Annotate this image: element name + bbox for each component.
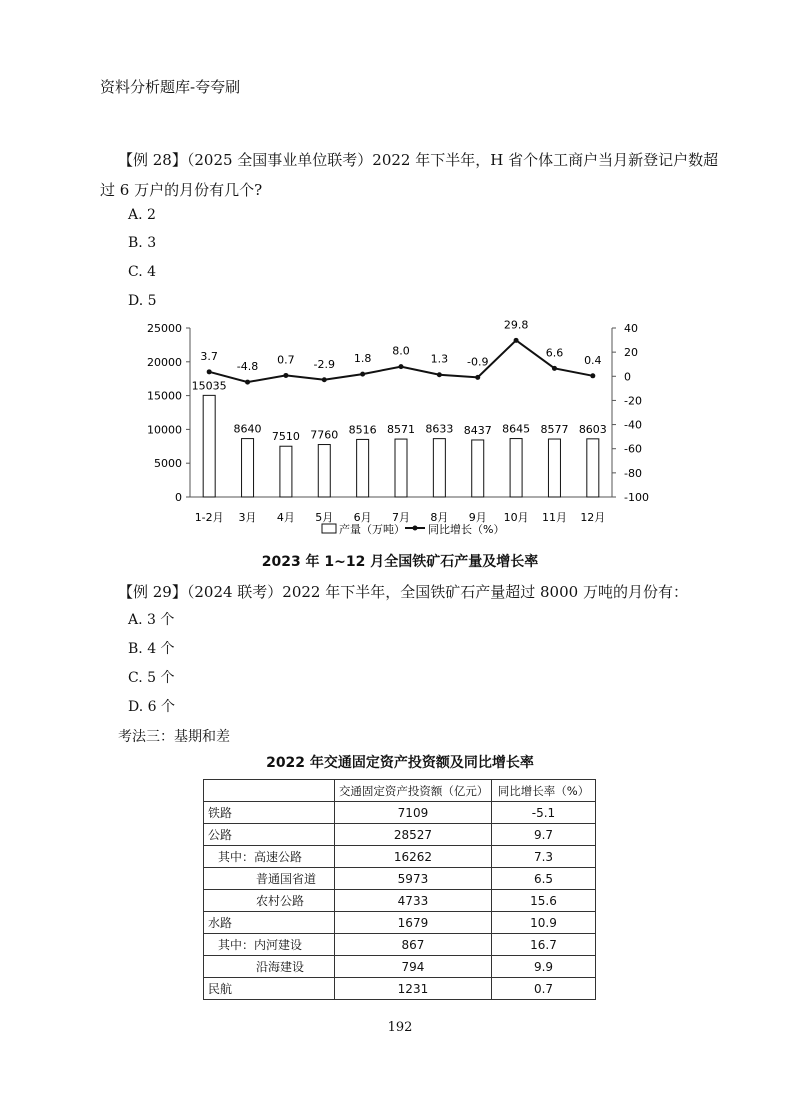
page-number: 192	[387, 1020, 413, 1035]
row-growth: -5.1	[491, 802, 595, 824]
x-tick-label: 1-2月	[194, 511, 224, 524]
chart-title: 2023 年 1~12 月全国铁矿石产量及增长率	[261, 554, 539, 570]
x-tick-label: 6月	[353, 511, 372, 524]
q29-option-c: C. 5 个	[128, 670, 175, 686]
q28-option-c: C. 4	[128, 264, 157, 280]
legend-line-label: 同比增长（%）	[428, 523, 505, 536]
row-investment: 4733	[334, 890, 491, 912]
table-row	[204, 912, 596, 934]
iron-ore-chart	[0, 315, 800, 545]
row-investment: 7109	[334, 802, 491, 824]
row-investment: 867	[334, 934, 491, 956]
growth-value-label: 29.8	[503, 318, 529, 332]
row-investment: 1231	[334, 978, 491, 1000]
growth-value-label: -2.9	[313, 357, 336, 371]
row-label: 铁路	[204, 802, 335, 824]
bar-value-label: 7510	[271, 430, 300, 444]
bar	[242, 439, 254, 497]
header-cell-category	[204, 780, 335, 802]
bar	[203, 395, 215, 497]
right-tick-label: -40	[624, 418, 642, 432]
section-label: 考法三：基期和差	[118, 729, 230, 745]
left-tick-label: 20000	[147, 355, 182, 369]
question-29-stem: 【例 29】（2024 联考）2022 年下半年，全国铁矿石产量超过 8000 万吨的月份有：	[118, 583, 688, 601]
left-tick-label: 10000	[147, 423, 182, 437]
x-tick-label: 3月	[238, 511, 257, 524]
row-growth: 6.5	[491, 868, 595, 890]
row-label: 农村公路	[204, 890, 335, 912]
row-growth: 7.3	[491, 846, 595, 868]
right-tick-label: 0	[624, 370, 631, 384]
bar-value-label: 8633	[425, 422, 454, 436]
bar	[433, 439, 445, 497]
right-tick-label: -60	[624, 442, 642, 456]
table-row	[204, 868, 596, 890]
growth-point	[245, 380, 250, 385]
bar-value-label: 8437	[463, 423, 492, 437]
table-row	[204, 934, 596, 956]
row-growth: 10.9	[491, 912, 595, 934]
right-tick-label: -100	[624, 491, 649, 504]
row-growth: 16.7	[491, 934, 595, 956]
bar-value-label: 15035	[191, 379, 227, 393]
left-tick-label: 25000	[147, 322, 182, 335]
q29-option-d: D. 6 个	[128, 699, 175, 715]
table-row	[204, 846, 596, 868]
q28-option-d: D. 5	[128, 293, 157, 309]
row-label: 其中：高速公路	[204, 846, 335, 868]
right-tick-label: 40	[624, 322, 638, 335]
bar	[357, 439, 369, 497]
question-28-stem: 【例 28】（2025 全国事业单位联考）2022 年下半年，H 省个体工商户当月新登记户数超	[118, 151, 719, 169]
row-investment: 794	[334, 956, 491, 978]
bar	[548, 439, 560, 497]
q29-option-b: B. 4 个	[128, 641, 175, 657]
row-label: 民航	[204, 978, 335, 1000]
bar	[280, 446, 292, 497]
table-row	[204, 978, 596, 1000]
row-label: 普通国省道	[204, 868, 335, 890]
growth-point	[590, 373, 595, 378]
growth-point	[322, 377, 327, 382]
q28-option-b: B. 3	[128, 235, 157, 251]
row-label: 公路	[204, 824, 335, 846]
x-tick-label: 5月	[315, 511, 334, 524]
right-tick-label: -20	[624, 394, 642, 408]
growth-point	[552, 366, 557, 371]
left-tick-label: 15000	[147, 389, 182, 403]
bar	[510, 439, 522, 497]
bar-value-label: 8571	[387, 423, 415, 437]
growth-value-label: 0.7	[277, 353, 295, 367]
right-tick-label: 20	[624, 346, 638, 360]
growth-point	[475, 375, 480, 380]
x-tick-label: 11月	[541, 511, 567, 524]
legend-line-marker	[413, 526, 418, 531]
bar	[395, 439, 407, 497]
row-investment: 5973	[334, 868, 491, 890]
x-tick-label: 4月	[276, 511, 295, 524]
x-tick-label: 9月	[468, 511, 487, 524]
growth-value-label: -0.9	[466, 355, 489, 369]
x-tick-label: 12月	[580, 511, 606, 524]
growth-point	[207, 369, 212, 374]
bar-value-label: 8645	[502, 422, 531, 436]
growth-point	[514, 338, 519, 343]
row-investment: 1679	[334, 912, 491, 934]
growth-value-label: 1.8	[353, 352, 372, 366]
bar-value-label: 8640	[233, 422, 262, 436]
left-tick-label: 0	[175, 491, 182, 504]
bar-value-label: 8516	[348, 423, 377, 437]
table-row	[204, 890, 596, 912]
bar-value-label: 8577	[540, 423, 569, 437]
growth-point	[437, 372, 442, 377]
growth-point	[399, 364, 404, 369]
row-investment: 28527	[334, 824, 491, 846]
bar-value-label: 8603	[578, 422, 607, 436]
growth-value-label: 1.3	[430, 352, 449, 366]
x-tick-label: 10月	[503, 511, 529, 524]
legend-bar-label: 产量（万吨）	[339, 523, 405, 536]
x-tick-label: 8月	[430, 511, 449, 524]
row-investment: 16262	[334, 846, 491, 868]
row-label: 其中：内河建设	[204, 934, 335, 956]
transport-investment-table	[203, 779, 596, 1000]
bar-value-label: 7760	[310, 428, 339, 442]
growth-value-label: -4.8	[236, 360, 259, 374]
row-growth: 9.7	[491, 824, 595, 846]
q28-option-a: A. 2	[128, 207, 156, 223]
growth-point	[283, 373, 288, 378]
table-header-row	[204, 780, 596, 802]
table-row	[204, 824, 596, 846]
row-label: 沿海建设	[204, 956, 335, 978]
row-growth: 9.9	[491, 956, 595, 978]
table-row	[204, 956, 596, 978]
q29-option-a: A. 3 个	[128, 612, 175, 628]
row-growth: 0.7	[491, 978, 595, 1000]
growth-value-label: 3.7	[200, 349, 218, 363]
right-tick-label: -80	[624, 466, 642, 480]
question-28-stem-cont: 过 6 万户的月份有几个?	[100, 181, 263, 199]
growth-value-label: 0.4	[584, 353, 602, 367]
legend-bar-swatch	[322, 524, 336, 533]
left-tick-label: 5000	[154, 457, 182, 471]
header-cell-investment: 交通固定资产投资额（亿元）	[334, 780, 491, 802]
bar	[318, 445, 330, 497]
table-row	[204, 802, 596, 824]
bar	[587, 439, 599, 497]
table-title: 2022 年交通固定资产投资额及同比增长率	[266, 755, 534, 771]
growth-value-label: 6.6	[545, 346, 564, 360]
header-cell-growth: 同比增长率（%）	[491, 780, 595, 802]
row-label: 水路	[204, 912, 335, 934]
page-header: 资料分析题库-夸夸刷	[100, 78, 241, 96]
row-growth: 15.6	[491, 890, 595, 912]
growth-value-label: 8.0	[392, 344, 410, 358]
growth-point	[360, 372, 365, 377]
bar	[472, 440, 484, 497]
x-tick-label: 7月	[392, 511, 410, 524]
